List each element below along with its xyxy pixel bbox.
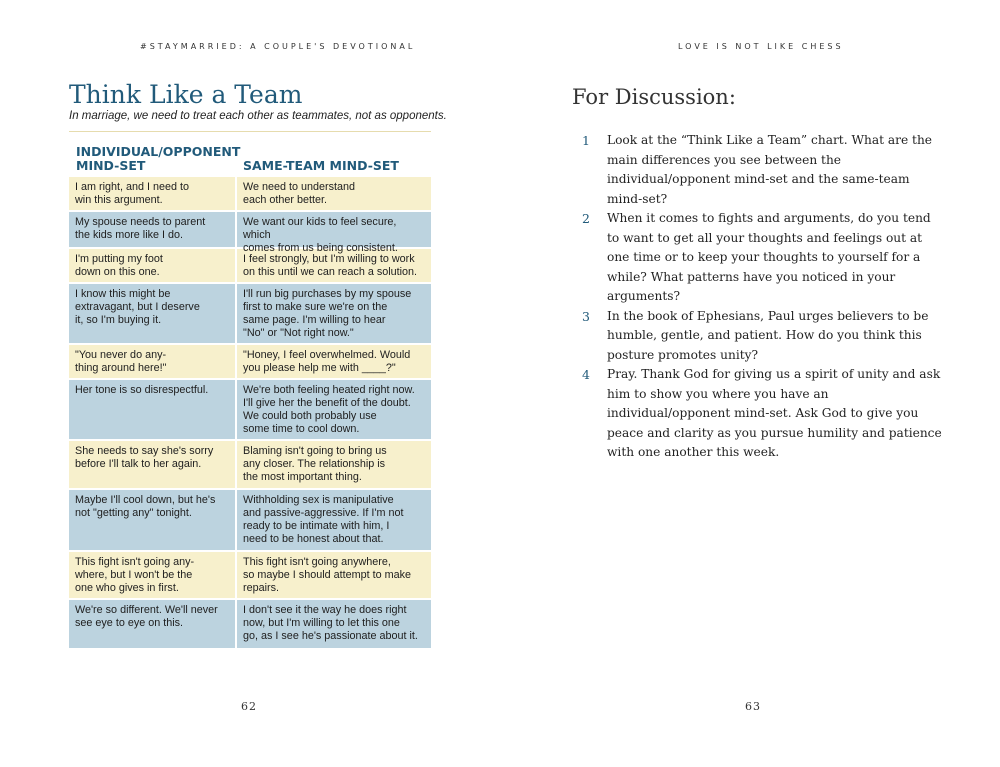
cell-individual: I am right, and I need to win this argument. xyxy=(75,181,190,206)
cell-team: I feel strongly, but I'm willing to work on this until we can reach a solution. xyxy=(235,249,431,282)
discussion-heading: For Discussion: xyxy=(572,85,736,109)
cell-individual: Her tone is so disrespectful. xyxy=(75,384,209,396)
question-number: 2 xyxy=(582,211,590,226)
list-item xyxy=(575,365,945,463)
mindset-table xyxy=(69,140,431,648)
cell-individual: She needs to say she's sorry before I'll talk to her again. xyxy=(75,445,214,470)
cell-team: This fight isn't going anywhere, so maybe I should attempt to make repairs. xyxy=(235,552,431,598)
list-item xyxy=(575,131,945,209)
question-text: When it comes to fights and arguments, do you tend to want to get all your thoughts and feelings out at one time or to keep your thoughts to yourself for a while? What patterns have you noticed in your arguments? xyxy=(607,211,931,303)
table-row xyxy=(69,247,431,282)
cell-team: I'll run big purchases by my spouse first to make sure we're on the same page. I'm willing to hear "No" or "Not right now." xyxy=(235,284,431,343)
cell-individual: Maybe I'll cool down, but he's not "getting any" tonight. xyxy=(75,494,216,519)
header-same-team: SAME-TEAM MIND-SET xyxy=(243,158,399,173)
table-header xyxy=(69,140,431,175)
cell-individual: This fight isn't going any- where, but I won't be the one who gives in first. xyxy=(75,556,195,594)
cell-individual: I'm putting my foot down on this one. xyxy=(75,253,163,278)
running-head-right: LOVE IS NOT LIKE CHESS xyxy=(678,42,844,51)
discussion-list xyxy=(575,131,945,463)
header-individual: INDIVIDUAL/OPPONENT MIND-SET xyxy=(76,144,241,173)
list-item xyxy=(575,209,945,307)
cell-team: Withholding sex is manipulative and passive-aggressive. If I'm not ready to be intimate with him, I need to be honest about that. xyxy=(235,490,431,550)
table-row xyxy=(69,282,431,343)
question-number: 3 xyxy=(582,308,590,324)
question-text: In the book of Ephesians, Paul urges believers to be humble, gentle, and patient. How do you think this posture promotes unity? xyxy=(607,308,929,362)
table-row xyxy=(69,598,431,648)
title-divider xyxy=(69,131,431,132)
cell-individual: "You never do any- thing around here!" xyxy=(75,349,167,374)
table-row xyxy=(69,439,431,488)
table-row xyxy=(69,343,431,378)
cell-individual: My spouse needs to parent the kids more like I do. xyxy=(75,216,206,241)
question-text: Look at the “Think Like a Team” chart. What are the main differences you see between the individual/opponent mind-set and the same-team mind-set? xyxy=(607,133,933,206)
page-title: Think Like a Team xyxy=(69,80,303,109)
question-text: Pray. Thank God for giving us a spirit of unity and ask him to show you where you have an individual/opponent mind-set. Ask God to give you peace and clarity as you pursue humility and patience with one another this week. xyxy=(607,367,942,459)
running-head-left: #STAYMARRIED: A COUPLE'S DEVOTIONAL xyxy=(140,42,416,51)
cell-team: "Honey, I feel overwhelmed. Would you please help me with ____?" xyxy=(235,345,431,378)
question-number: 4 xyxy=(582,367,590,382)
table-row xyxy=(69,175,431,210)
table-row xyxy=(69,210,431,254)
cell-team: We're both feeling heated right now. I'll give her the benefit of the doubt. We could both probably use some time to cool down. xyxy=(235,380,431,439)
cell-team: I don't see it the way he does right now, but I'm willing to let this one go, as I see he's passionate about it. xyxy=(235,600,431,648)
page-number-right: 63 xyxy=(745,700,761,713)
list-item xyxy=(575,307,945,366)
question-number: 1 xyxy=(582,133,590,148)
page-subtitle: In marriage, we need to treat each other as teammates, not as opponents. xyxy=(69,110,447,122)
cell-team: Blaming isn't going to bring us any closer. The relationship is the most important thing. xyxy=(235,441,431,488)
table-row xyxy=(69,378,431,439)
cell-team: We need to understand each other better. xyxy=(235,177,431,210)
table-row xyxy=(69,550,431,598)
table-row xyxy=(69,488,431,550)
cell-team: We want our kids to feel secure, which comes from us being consistent. xyxy=(235,212,431,247)
page-number-left: 62 xyxy=(241,700,257,713)
cell-individual: We're so different. We'll never see eye to eye on this. xyxy=(75,604,218,629)
cell-individual: I know this might be extravagant, but I deserve it, so I'm buying it. xyxy=(75,288,200,326)
